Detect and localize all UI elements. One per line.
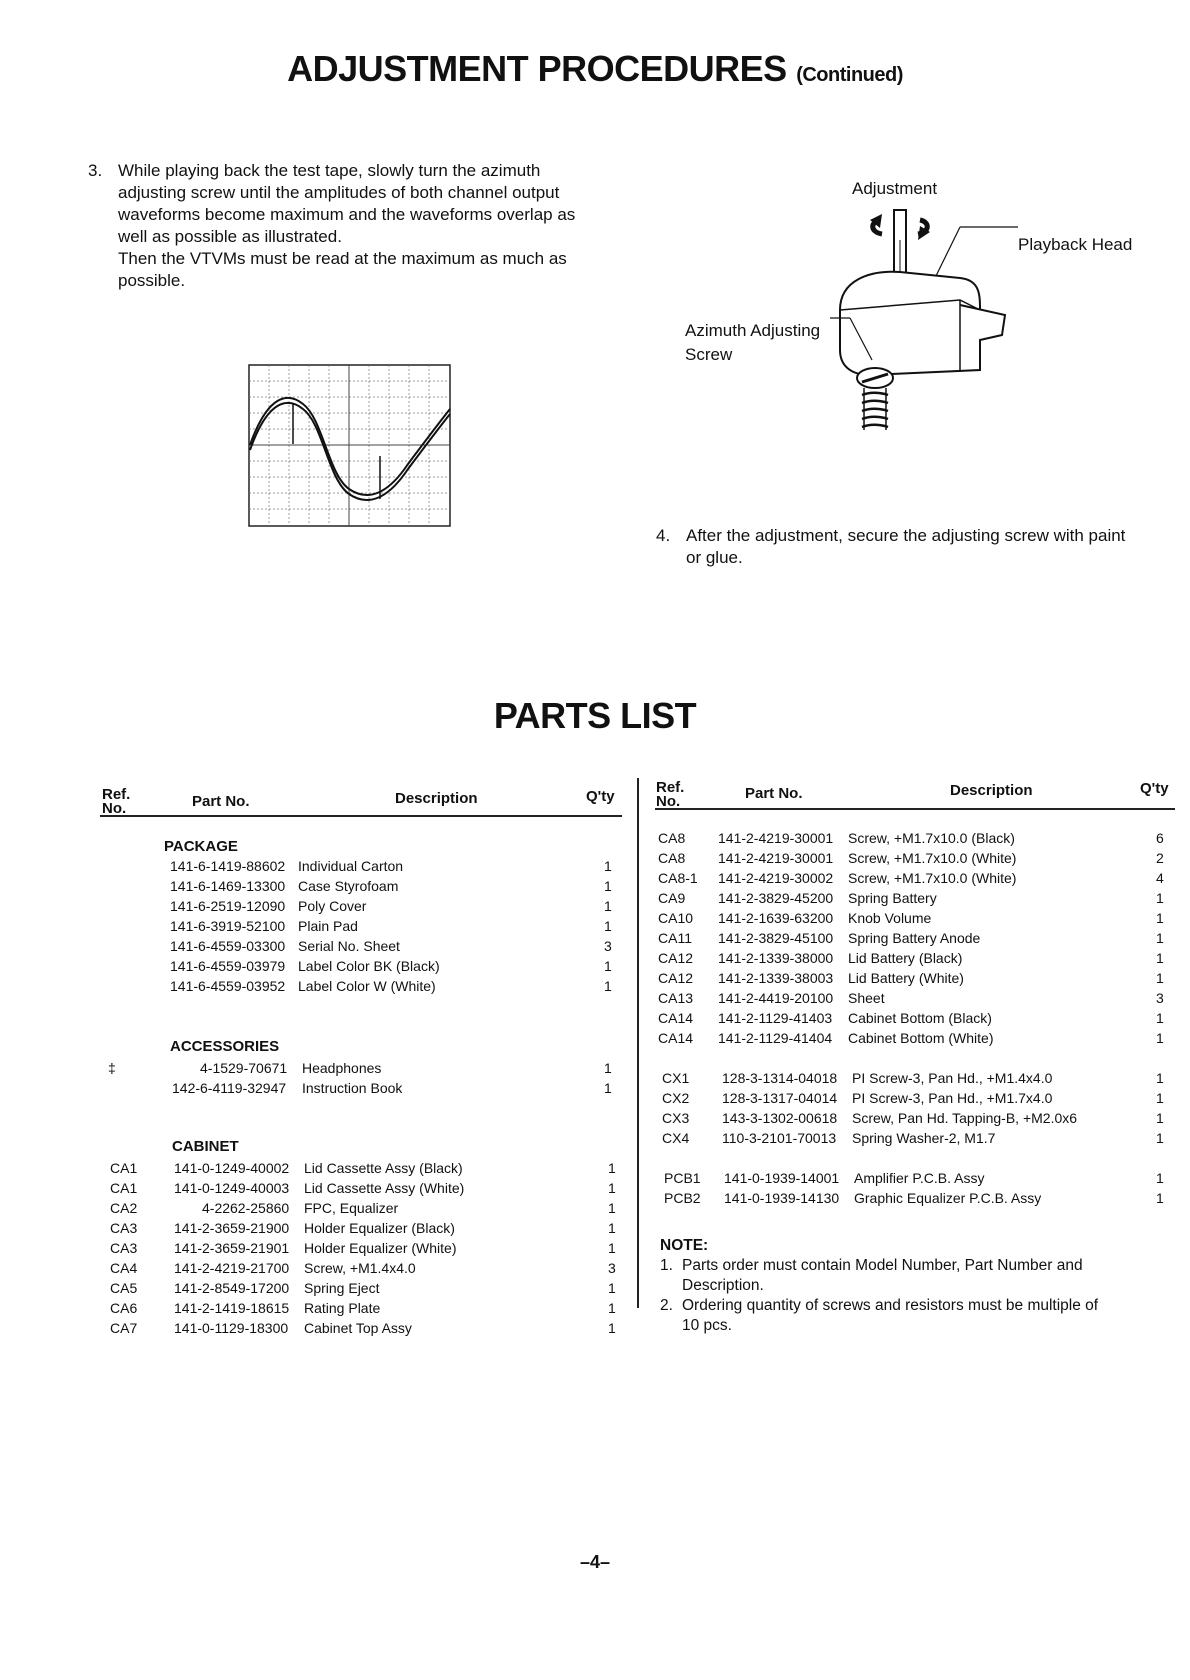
part-qty: 6: [1156, 830, 1164, 846]
table-row: [100, 1278, 620, 1298]
part-qty: 1: [1156, 930, 1164, 946]
table-row: [656, 1008, 1176, 1028]
table-row: [656, 1028, 1176, 1048]
part-qty: 1: [604, 918, 612, 934]
table-row: [100, 1218, 620, 1238]
part-ref: CA4: [110, 1260, 138, 1276]
part-qty: 1: [604, 1080, 612, 1096]
table-row: [100, 956, 620, 976]
part-number: 141-0-1249-40002: [174, 1160, 290, 1176]
table-row: [656, 948, 1176, 968]
part-ref: CA14: [658, 1030, 694, 1046]
part-qty: 3: [608, 1260, 616, 1276]
note-2-number: 2.: [660, 1297, 673, 1314]
table-row: [656, 908, 1176, 928]
part-description: Label Color BK (Black): [298, 958, 440, 974]
part-description: Lid Battery (Black): [848, 950, 963, 966]
table-row: [656, 868, 1176, 888]
left-header-rule: [100, 815, 622, 817]
part-qty: 1: [1156, 1190, 1164, 1206]
part-ref: CA11: [658, 930, 692, 946]
part-ref: PCB2: [664, 1190, 701, 1206]
part-ref: CA5: [110, 1280, 138, 1296]
part-description: Individual Carton: [298, 858, 404, 874]
part-description: Spring Washer-2, M1.7: [852, 1130, 996, 1146]
part-qty: 1: [1156, 950, 1164, 966]
note-label: NOTE:: [660, 1237, 709, 1254]
part-ref: CA1: [110, 1160, 138, 1176]
note-1-number: 1.: [660, 1257, 673, 1274]
part-number: 141-6-1419-88602: [170, 858, 286, 874]
title-text: ADJUSTMENT PROCEDURES: [287, 48, 787, 89]
step-3-line: Then the VTVMs must be read at the maximum as much as: [118, 249, 567, 268]
part-number: 141-2-1129-41403: [718, 1010, 833, 1026]
part-description: Case Styrofoam: [298, 878, 399, 894]
table-row: [100, 1158, 620, 1178]
table-row: [656, 888, 1176, 908]
part-ref: CX3: [662, 1110, 690, 1126]
part-description: Cabinet Bottom (White): [848, 1030, 994, 1046]
step-3-line: adjusting screw until the amplitudes of both channel output: [118, 183, 560, 202]
part-number: 141-2-1339-38003: [718, 970, 834, 986]
part-qty: 1: [1156, 890, 1164, 906]
part-description: Screw, +M1.7x10.0 (Black): [848, 830, 1015, 846]
part-description: Rating Plate: [304, 1300, 381, 1316]
table-row: [656, 928, 1176, 948]
part-qty: 1: [604, 878, 612, 894]
part-ref: CX4: [662, 1130, 690, 1146]
part-description: Amplifier P.C.B. Assy: [854, 1170, 985, 1186]
part-qty: 1: [608, 1280, 616, 1296]
part-number: 141-0-1129-18300: [174, 1320, 289, 1336]
part-ref: CA8-1: [658, 870, 698, 886]
part-number: 141-6-4559-03979: [170, 958, 286, 974]
table-row: [100, 1178, 620, 1198]
table-row: [656, 968, 1176, 988]
part-qty: 3: [1156, 990, 1164, 1006]
part-number: 141-2-4419-20100: [718, 990, 834, 1006]
part-qty: 2: [1156, 850, 1164, 866]
part-number: 141-2-4219-30002: [718, 870, 834, 886]
ref-header-line1: Ref.: [656, 779, 685, 796]
left-ref-header: [102, 788, 130, 816]
part-description: PI Screw-3, Pan Hd., +M1.7x4.0: [852, 1090, 1053, 1106]
table-row: [100, 1318, 620, 1338]
part-number: 141-2-4219-30001: [718, 850, 834, 866]
table-row: [656, 1088, 1176, 1108]
part-number: 141-6-3919-52100: [170, 918, 286, 934]
part-qty: 1: [604, 978, 612, 994]
table-row: [100, 1238, 620, 1258]
right-part-header: Part No.: [745, 785, 803, 802]
table-row: [100, 1258, 620, 1278]
part-description: Poly Cover: [298, 898, 367, 914]
part-qty: 3: [604, 938, 612, 954]
part-number: 141-2-1419-18615: [174, 1300, 290, 1316]
table-row: [656, 1128, 1176, 1148]
part-ref: CA1: [110, 1180, 138, 1196]
part-qty: 1: [604, 1060, 612, 1076]
part-qty: 1: [608, 1160, 616, 1176]
part-number: 141-0-1939-14130: [724, 1190, 840, 1206]
part-ref: CA12: [658, 970, 694, 986]
right-ref-header: [656, 781, 684, 809]
part-ref: CA6: [110, 1300, 138, 1316]
part-description: Instruction Book: [302, 1080, 403, 1096]
part-description: Lid Battery (White): [848, 970, 964, 986]
part-ref: CX2: [662, 1090, 690, 1106]
part-description: Cabinet Bottom (Black): [848, 1010, 992, 1026]
section-package: PACKAGE: [164, 838, 238, 855]
left-desc-header: Description: [395, 790, 478, 807]
part-qty: 1: [1156, 1030, 1164, 1046]
table-row: [100, 1298, 620, 1318]
table-row: [656, 1188, 1176, 1208]
step-3-line: While playing back the test tape, slowly turn the azimuth: [118, 161, 541, 180]
section-accessories: ACCESSORIES: [170, 1038, 280, 1055]
part-number: 141-2-3659-21900: [174, 1220, 290, 1236]
page-number: –4–: [579, 1552, 611, 1572]
note-1-line: Parts order must contain Model Number, Part Number and: [682, 1257, 1083, 1274]
table-row: [656, 988, 1176, 1008]
step-4-number: 4.: [656, 526, 671, 545]
part-qty: 1: [1156, 970, 1164, 986]
part-description: FPC, Equalizer: [304, 1200, 399, 1216]
part-description: Knob Volume: [848, 910, 932, 926]
part-number: 128-3-1314-04018: [722, 1070, 838, 1086]
part-ref: PCB1: [664, 1170, 701, 1186]
part-description: Spring Eject: [304, 1280, 380, 1296]
part-qty: 1: [604, 898, 612, 914]
part-qty: 1: [608, 1220, 616, 1236]
table-row: [100, 896, 620, 916]
part-description: Plain Pad: [298, 918, 358, 934]
left-part-header: Part No.: [192, 793, 250, 810]
part-ref: CA13: [658, 990, 694, 1006]
part-description: Label Color W (White): [298, 978, 436, 994]
part-description: Screw, +M1.7x10.0 (White): [848, 870, 1017, 886]
part-ref: CA12: [658, 950, 694, 966]
part-description: Serial No. Sheet: [298, 938, 400, 954]
step-3-line: well as possible as illustrated.: [118, 227, 342, 246]
part-description: Lid Cassette Assy (Black): [304, 1160, 463, 1176]
adjustment-label: Adjustment: [852, 179, 938, 198]
ref-header-line1: Ref.: [102, 786, 131, 803]
table-row: [100, 916, 620, 936]
table-row: [100, 856, 620, 876]
part-number: 141-0-1939-14001: [724, 1170, 840, 1186]
table-row: [100, 936, 620, 956]
part-description: Screw, +M1.7x10.0 (White): [848, 850, 1017, 866]
right-desc-header: Description: [950, 782, 1033, 799]
part-qty: 1: [1156, 1090, 1164, 1106]
azimuth-screw-label-line2: Screw: [685, 345, 733, 364]
table-row: [656, 828, 1176, 848]
part-number: 141-6-1469-13300: [170, 878, 286, 894]
part-number: 141-2-3659-21901: [174, 1240, 290, 1256]
part-number: 142-6-4119-32947: [172, 1080, 287, 1096]
part-qty: 1: [1156, 1110, 1164, 1126]
table-row: [656, 848, 1176, 868]
part-ref: CA10: [658, 910, 694, 926]
part-ref: CA8: [658, 830, 686, 846]
part-qty: 1: [604, 858, 612, 874]
part-ref: ‡: [108, 1060, 116, 1076]
part-description: Graphic Equalizer P.C.B. Assy: [854, 1190, 1042, 1206]
part-description: Holder Equalizer (White): [304, 1240, 457, 1256]
part-qty: 1: [1156, 1170, 1164, 1186]
step-4-line: or glue.: [686, 548, 743, 567]
part-description: Headphones: [302, 1060, 382, 1076]
part-description: Spring Battery Anode: [848, 930, 981, 946]
part-description: PI Screw-3, Pan Hd., +M1.4x4.0: [852, 1070, 1053, 1086]
part-qty: 1: [1156, 910, 1164, 926]
table-row: [656, 1068, 1176, 1088]
part-qty: 1: [608, 1180, 616, 1196]
right-header-rule: [655, 808, 1175, 810]
table-row: [100, 876, 620, 896]
table-row: [100, 1198, 620, 1218]
part-ref: CA3: [110, 1220, 138, 1236]
note-item-2: [660, 1296, 1175, 1336]
part-number: 143-3-1302-00618: [722, 1110, 838, 1126]
part-qty: 1: [608, 1200, 616, 1216]
part-qty: 1: [1156, 1130, 1164, 1146]
part-description: Sheet: [848, 990, 885, 1006]
part-number: 4-1529-70671: [200, 1060, 288, 1076]
part-description: Lid Cassette Assy (White): [304, 1180, 465, 1196]
note-2-line: 10 pcs.: [682, 1317, 732, 1334]
part-number: 141-6-2519-12090: [170, 898, 286, 914]
part-qty: 1: [1156, 1070, 1164, 1086]
ref-header-line2: No.: [102, 800, 127, 817]
part-qty: 4: [1156, 870, 1164, 886]
part-number: 141-6-4559-03300: [170, 938, 286, 954]
note-2-line: Ordering quantity of screws and resistors must be multiple of: [682, 1297, 1099, 1314]
playback-head-label: Playback Head: [1018, 235, 1133, 254]
part-number: 141-2-3829-45100: [718, 930, 834, 946]
step-4: [656, 525, 1176, 569]
part-number: 141-2-4219-30001: [718, 830, 834, 846]
part-description: Spring Battery: [848, 890, 937, 906]
table-row: [656, 1108, 1176, 1128]
part-qty: 1: [608, 1300, 616, 1316]
playback-head-diagram: [830, 200, 1030, 450]
part-description: Cabinet Top Assy: [304, 1320, 412, 1336]
part-qty: 1: [604, 958, 612, 974]
right-qty-header: Q'ty: [1140, 780, 1169, 797]
table-row: [656, 1168, 1176, 1188]
table-row: [100, 976, 620, 996]
step-3: [88, 160, 628, 292]
part-description: Screw, +M1.4x4.0: [304, 1260, 416, 1276]
step-3-number: 3.: [88, 161, 103, 180]
title-continued: (Continued): [796, 64, 903, 86]
part-number: 141-2-1339-38000: [718, 950, 834, 966]
part-ref: CA2: [110, 1200, 138, 1216]
part-qty: 1: [608, 1320, 616, 1336]
part-description: Screw, Pan Hd. Tapping-B, +M2.0x6: [852, 1110, 1078, 1126]
waveform-illustration: [248, 364, 452, 528]
part-number: 128-3-1317-04014: [722, 1090, 838, 1106]
table-row: [100, 1058, 620, 1078]
part-ref: CA7: [110, 1320, 138, 1336]
section-cabinet: CABINET: [172, 1138, 239, 1155]
part-number: 110-3-2101-70013: [722, 1130, 837, 1146]
azimuth-screw-label-line1: Azimuth Adjusting: [685, 321, 821, 340]
parts-list-title: PARTS LIST: [493, 695, 697, 736]
part-number: 141-2-3829-45200: [718, 890, 834, 906]
part-ref: CA3: [110, 1240, 138, 1256]
part-number: 4-2262-25860: [202, 1200, 290, 1216]
left-qty-header: Q'ty: [586, 788, 615, 805]
table-row: [100, 1078, 620, 1098]
part-ref: CA9: [658, 890, 686, 906]
part-number: 141-2-8549-17200: [174, 1280, 290, 1296]
step-4-line: After the adjustment, secure the adjusting screw with paint: [686, 526, 1126, 545]
step-3-line: waveforms become maximum and the waveforms overlap as: [118, 205, 576, 224]
part-ref: CA8: [658, 850, 686, 866]
column-divider: [637, 778, 639, 1308]
part-description: Holder Equalizer (Black): [304, 1220, 455, 1236]
note-1-line: Description.: [682, 1277, 764, 1294]
part-qty: 1: [608, 1240, 616, 1256]
part-number: 141-0-1249-40003: [174, 1180, 290, 1196]
part-ref: CA14: [658, 1010, 694, 1026]
step-3-line: possible.: [118, 271, 186, 290]
part-number: 141-2-1129-41404: [718, 1030, 833, 1046]
part-qty: 1: [1156, 1010, 1164, 1026]
part-ref: CX1: [662, 1070, 690, 1086]
page-title: [0, 48, 1190, 90]
note-item-1: [660, 1256, 1175, 1296]
ref-header-line2: No.: [656, 793, 681, 810]
note-block: [660, 1236, 1175, 1336]
part-number: 141-2-1639-63200: [718, 910, 834, 926]
part-number: 141-6-4559-03952: [170, 978, 286, 994]
part-number: 141-2-4219-21700: [174, 1260, 290, 1276]
